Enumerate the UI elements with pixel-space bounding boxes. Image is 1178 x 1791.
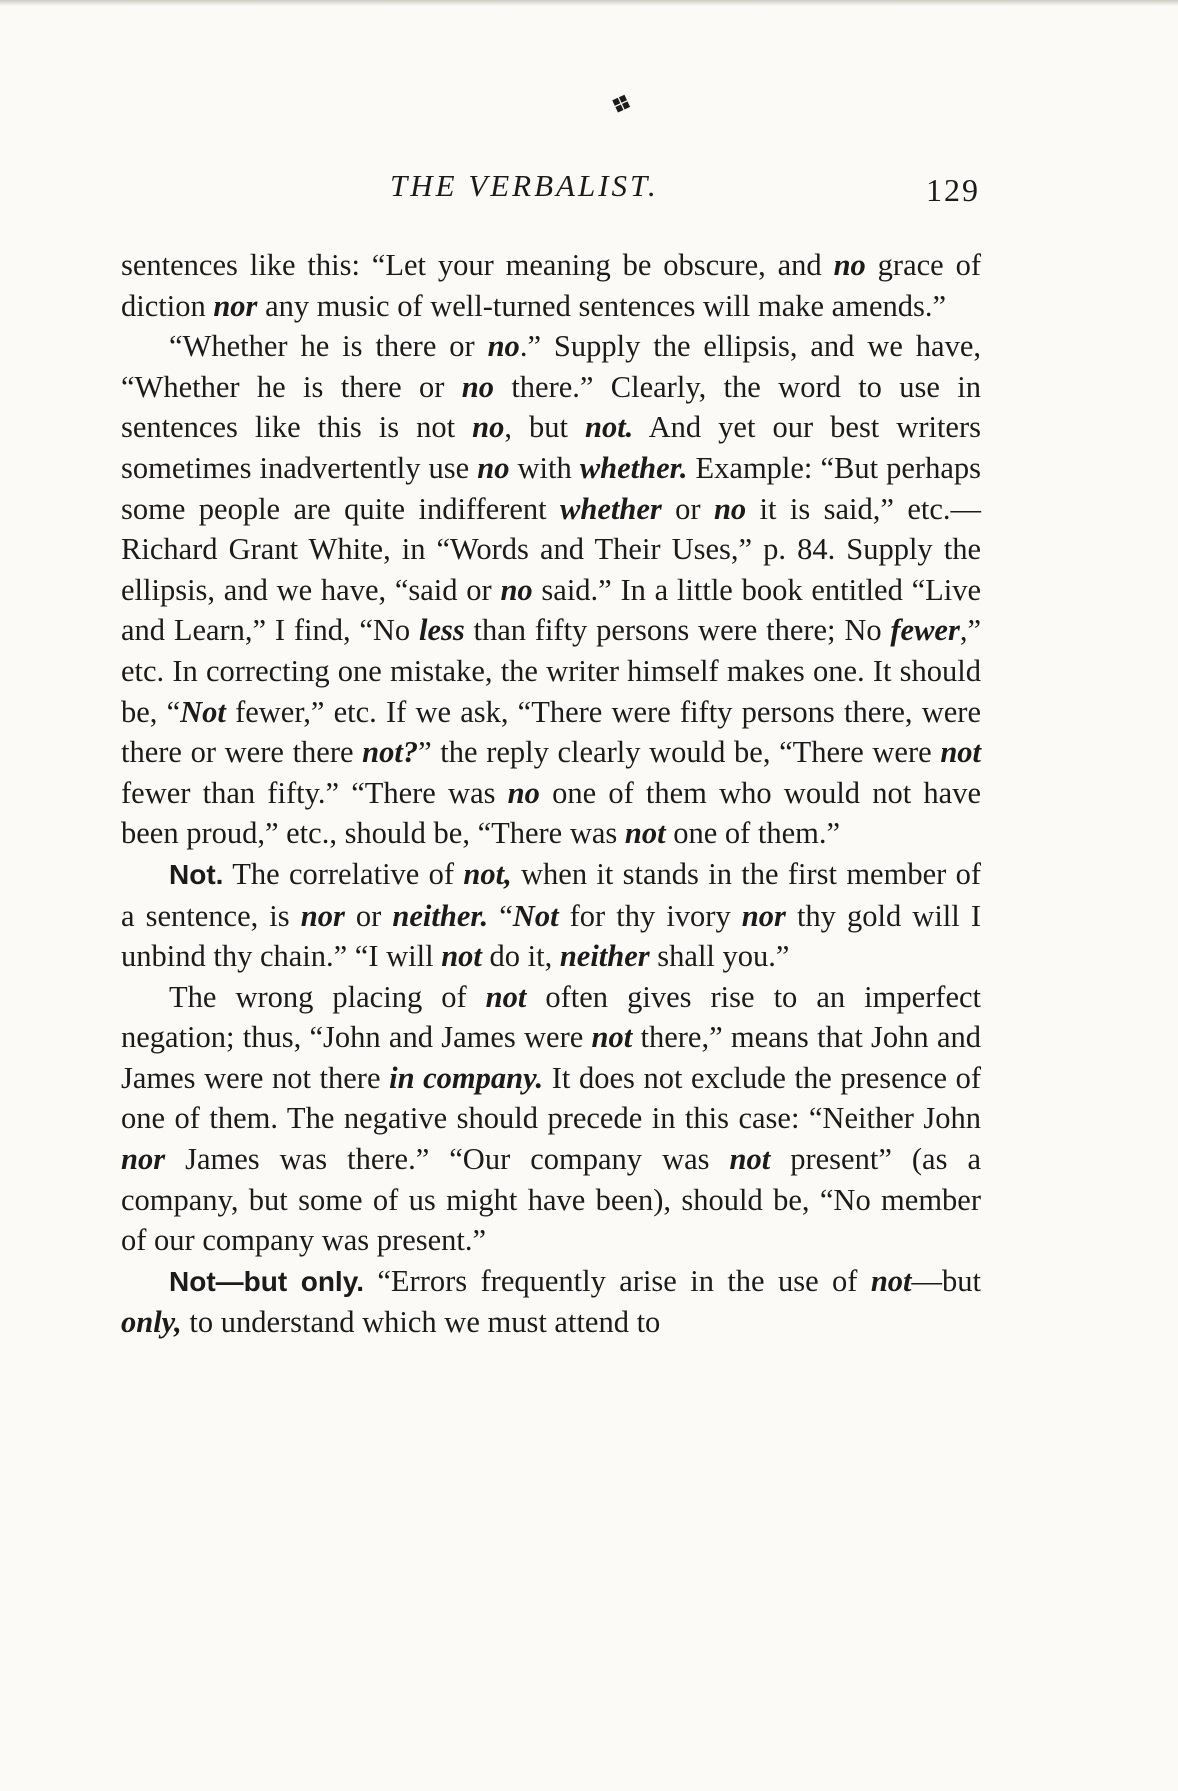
paragraph-1: sentences like this: “Let your meaning be obscure, and no grace of diction nor any music of well-turned sentences will make amends.” (121, 248, 981, 323)
paragraph-3: Not. The correlative of not, when it stands in the first member of a sentence, is nor or neither. “Not for thy ivory nor thy gold will I unbind thy chain.” “I will not do it, neither shall you.” (121, 856, 981, 974)
page-header (0, 168, 1178, 208)
page-number: 129 (926, 172, 980, 208)
ink-mark: ❖ (604, 86, 637, 123)
paragraph-4: The wrong placing of not often gives rise to an imperfect negation; thus, “John and James were not there,” means that John and James were not there in company. It does not exclude the presence of one of them. The negative should precede in this case: “Neither John nor James was there.” “Our company was not present” (as a company, but some of us might have been), should be, “No member of our company was present.” (121, 979, 982, 1258)
page-top-edge (0, 0, 1178, 6)
entry-heading-not: Not. (169, 858, 224, 890)
entry-heading-not-but-only: Not—but only. (169, 1265, 364, 1297)
paragraph-2: “Whether he is there or no.” Supply the ellipsis, and we have, “Whether he is there or no there.” Clearly, the word to use in sentences like this is not no, but not. And yet our best writers sometimes inadvertently use no with whether. Example: “But perhaps some people are quite indifferent whether or no it is said,” etc.—Richard Grant White, in “Words and Their Uses,” p. 84. Supply the ellipsis, and we have, “said or no said.” In a little book entitled “Live and Learn,” I find, “No less than fifty persons were there; No fewer,” etc. In correcting one mistake, the writer himself makes one. It should be, “Not fewer,” etc. If we ask, “There were fifty persons there, were there or were there not?” the reply clearly would be, “There were not fewer than fifty.” “There was no one of them who would not have been proud,” etc., should be, “There was not one of them.” (121, 329, 981, 851)
paragraph-5: Not—but only. “Errors frequently arise in the use of not—but only, to understand which we must attend to (121, 1263, 981, 1340)
running-title: THE VERBALIST. (390, 168, 659, 203)
body-text (121, 245, 981, 1343)
